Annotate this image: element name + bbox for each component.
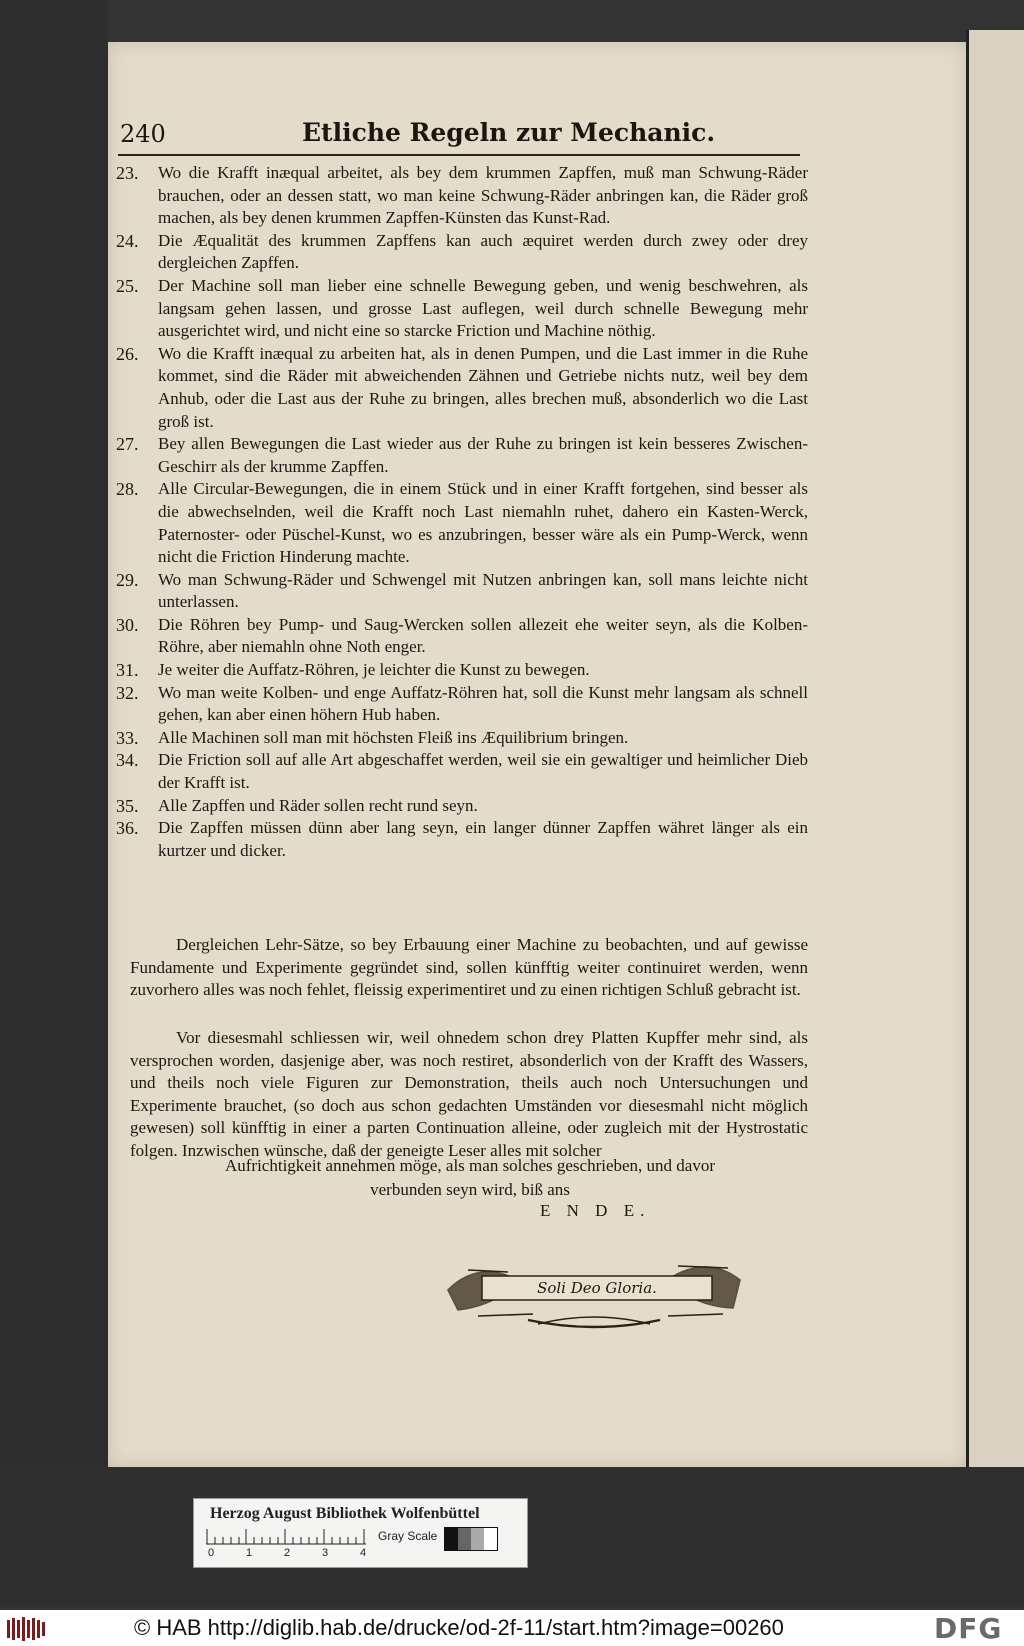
rule-number: 30. [116, 614, 139, 635]
rule-text: Bey allen Bewegungen die Last wieder aus der Ruhe zu bringen ist kein besseres Zwischen-Geschirr als der krumme Zapffen. [158, 434, 808, 476]
rule-item [116, 162, 808, 230]
ende-text: E N D E. [540, 1201, 651, 1220]
soli-deo-gloria-ornament-icon [438, 1250, 750, 1332]
rule-item [116, 682, 808, 727]
rule-text: Wo man weite Kolben- und enge Auffatz-Röhren hat, soll die Kunst mehr langsam als schnell gehen, kan aber einen höhern Hub haben. [158, 682, 808, 725]
rule-number: 26. [116, 343, 139, 364]
rule-number: 33. [116, 727, 139, 748]
rule-number: 24. [116, 230, 139, 251]
dfg-logo: DFG [934, 1612, 1003, 1645]
viewer-footer [0, 1610, 1024, 1646]
ruler-number: 3 [322, 1547, 329, 1559]
rule-text: Die Zapffen müssen dünn aber lang seyn, ein langer dünner Zapffen währet länger als ein kurtzer und dicker. [158, 818, 808, 860]
header-rule [118, 154, 800, 156]
page-number: 240 [120, 120, 166, 148]
ruler-number: 0 [208, 1547, 215, 1559]
rule-number: 35. [116, 795, 139, 816]
rule-text: Wo die Krafft inæqual zu arbeiten hat, als in denen Pumpen, und die Last immer in die Ruhe kommet, sind die Räder mit abweichenden Zähnen und Getriebe nichts nutz, weil bey dem Anhub, oder die Last aus der Ruhe zu bringen, alles brechen muß, absonderlich wo die Last groß ist. [158, 343, 808, 431]
rule-number: 31. [116, 660, 139, 681]
rule-number: 34. [116, 750, 139, 771]
closing-line-2: verbunden seyn wird, biß ans [370, 1180, 570, 1199]
rule-item [116, 433, 808, 478]
rule-text: Alle Machinen soll man mit höchsten Fleiß ins Æquilibrium bringen. [158, 727, 629, 747]
rule-item [116, 569, 808, 614]
rule-text: Alle Zapffen und Räder sollen recht rund seyn. [158, 795, 478, 815]
rule-number: 29. [116, 569, 139, 590]
rule-item [116, 478, 808, 568]
ruler-icon [206, 1529, 366, 1545]
rule-item [116, 343, 808, 433]
rule-text: Die Friction soll auf alle Art abgeschaffet werden, weil sie ein gewaltiger und heimlicher Dieb der Krafft ist. [158, 750, 808, 793]
rule-number: 25. [116, 275, 139, 296]
rule-item [116, 614, 808, 659]
rule-text: Je weiter die Auffatz-Röhren, je leichter die Kunst zu bewegen. [158, 660, 590, 680]
rule-item [116, 727, 808, 750]
running-title: Etliche Regeln zur Mechanic. [302, 118, 716, 147]
color-calibration-bar [193, 1498, 528, 1568]
rule-text: Die Æqualität des krummen Zapffens kan auch æquiret werden durch zwey oder drey dergleichen Zapffen. [158, 230, 808, 273]
hab-logo-icon [6, 1616, 46, 1642]
rule-number: 36. [116, 818, 139, 839]
adjacent-page-edge [966, 30, 1024, 1490]
rule-item [116, 795, 808, 818]
ruler-number: 4 [360, 1547, 367, 1559]
rule-item [116, 817, 808, 862]
rule-text: Alle Circular-Bewegungen, die in einem Stück und in einer Krafft fortgehen, sind besser als die abwechselnden, weil die Krafft noch Last niemahln ruhet, dahero ein Kasten-Werck, Paternoster- oder Püschel-Kunst, wo es anzubringen, besser wäre als ein Pump-Werck, wenn nicht die Friction Hinderung machte. [158, 479, 808, 567]
rule-text: Die Röhren bey Pump- und Saug-Wercken sollen allezeit ehe weiter seyn, als die Kolben-Röhre, aber niemahln ohne Noth enger. [158, 614, 808, 657]
rule-item [116, 749, 808, 794]
rule-text: Der Machine soll man lieber eine schnelle Bewegung geben, und wenig beschwehren, als langsam gehen lassen, und grosse Last auflegen, weil durch schnelle Bewegung mehr ausgerichtet wird, und nicht eine so starcke Friction und Machine nöthig. [158, 275, 808, 341]
library-name: Herzog August Bibliothek Wolfenbüttel [210, 1505, 480, 1522]
rule-text: Wo man Schwung-Räder und Schwengel mit Nutzen anbringen kan, soll mans leichte nicht unterlassen. [158, 569, 808, 612]
rule-number: 27. [116, 434, 139, 455]
page-header [120, 120, 810, 152]
rules-list [116, 162, 808, 862]
rule-item [116, 275, 808, 343]
closing-line-1: Aufrichtigkeit annehmen möge, als man solches geschrieben, und davor [224, 1156, 716, 1175]
rule-item [116, 230, 808, 275]
paragraph-closing: Vor diesesmahl schliessen wir, weil ohnedem schon drey Platten Kupffer mehr sind, als versprochen worden, dasjenige aber, was noch restiret, absonderlich von der Krafft des Wassers, und theils noch viele Figuren zur Demonstration, theils auch noch Untersuchungen und Experimente brauchet, (so doch aus schon gedachten Umständen vor diesesmahl nicht möglich gewesen) soll künfftig in einer a parten Continuation alleine, oder zugleich mit der Hystrostatic folgen. Inzwischen wünsche, daß der geneigte Leser alles mit solcher [130, 1028, 808, 1160]
grayscale-label: Gray Scale [378, 1529, 438, 1543]
ruler-number: 1 [246, 1547, 253, 1559]
scan-background-left [0, 0, 108, 1600]
ornament-banner-text: Soli Deo Gloria. [537, 1279, 657, 1297]
ruler-number: 2 [284, 1547, 291, 1559]
rule-text: Wo die Krafft inæqual arbeitet, als bey dem krummen Zapffen, muß man Schwung-Räder brauchen, oder an dessen statt, wo man keine Schwung-Räder anbringen kan, die Räder groß machen, als bey denen krummen Zapffen-Künsten das Kunst-Rad. [158, 163, 808, 228]
permalink-text[interactable]: © HAB http://diglib.hab.de/drucke/od-2f-11/start.htm?image=00260 [134, 1615, 784, 1640]
rule-number: 23. [116, 163, 139, 183]
rule-item [116, 659, 808, 682]
rule-number: 32. [116, 682, 139, 703]
rule-number: 28. [116, 479, 139, 500]
grayscale-patches [444, 1527, 498, 1551]
paragraph-lehrsaetze: Dergleichen Lehr-Sätze, so bey Erbauung einer Machine zu beobachten, und auf gewisse Fundamente und Experimente gegründet sind, sollen künfftig weiter continuiret werden, wenn zuvorhero alles was noch fehlet, fleissig experimentiret und zu einen richtigen Schluß gebracht ist. [130, 935, 808, 1000]
